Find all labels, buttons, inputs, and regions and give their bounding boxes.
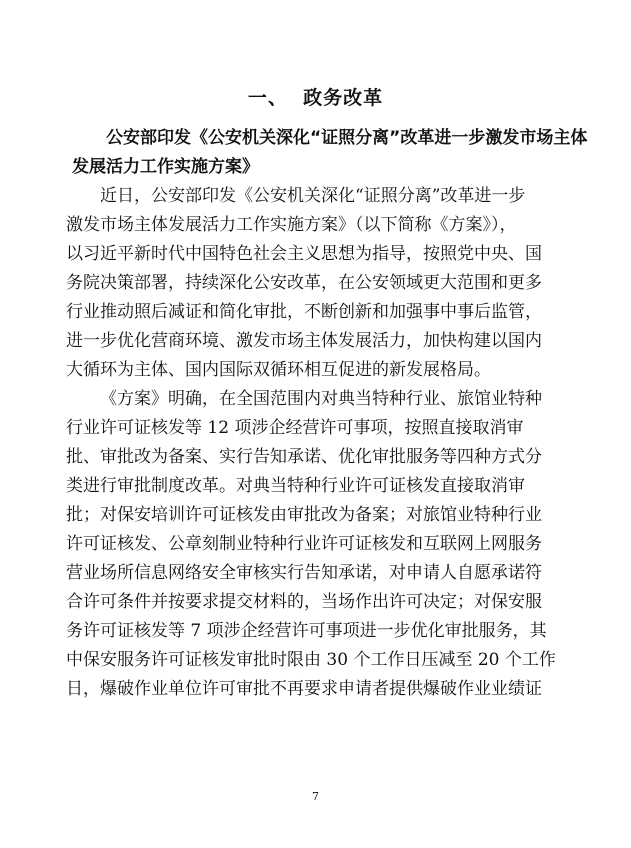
page-number: 7	[312, 790, 319, 803]
body-text-line: 日，爆破作业单位许可审批不再要求申请者提供爆破作业业绩证	[66, 679, 542, 699]
body-text-line: 批；对保安培训许可证核发由审批改为备案；对旅馆业特种行业	[66, 505, 542, 525]
article-title-line: 发展活力工作实施方案》	[72, 157, 259, 177]
body-text-line: 营业场所信息网络安全审核实行告知承诺，对申请人自愿承诺符	[66, 563, 542, 583]
body-text-line: 合许可条件并按要求提交材料的，当场作出许可决定；对保安服	[66, 592, 542, 612]
body-text-line: 以习近平新时代中国特色社会主义思想为指导，按照党中央、国	[66, 244, 542, 264]
body-text-line: 许可证核发、公章刻制业特种行业许可证核发和互联网上网服务	[66, 534, 542, 554]
body-text-line: 大循环为主体、国内国际双循环相互促进的新发展格局。	[66, 360, 491, 380]
body-text-line: 类进行审批制度改革。对典当特种行业许可证核发直接取消审	[66, 476, 525, 496]
body-text-line: 进一步优化营商环境、激发市场主体发展活力，加快构建以国内	[66, 331, 542, 351]
body-text-line: 务许可证核发等 7 项涉企经营许可事项进一步优化审批服务，其	[66, 621, 547, 641]
body-text-line: 务院决策部署，持续深化公安改革，在公安领域更大范围和更多	[66, 273, 542, 293]
body-text-line: 中保安服务许可证核发审批时限由 30 个工作日压减至 20 个工作	[66, 650, 556, 670]
body-text-line: 行业推动照后减证和简化审批，不断创新和加强事中事后监管，	[66, 302, 542, 322]
body-text-line: 行业许可证核发等 12 项涉企经营许可事项，按照直接取消审	[66, 418, 524, 438]
body-text-line: 激发市场主体发展活力工作实施方案》（以下简称《方案》），	[66, 215, 517, 235]
body-text-line: 批、审批改为备案、实行告知承诺、优化审批服务等四种方式分	[66, 447, 542, 467]
article-title-line: 公安部印发《公安机关深化“证照分离”改革进一步激发市场主体	[106, 128, 588, 148]
section-heading: 一、 政务改革	[247, 87, 384, 109]
article-body	[66, 182, 586, 704]
body-text-line: 《方案》明确，在全国范围内对典当特种行业、旅馆业特种	[100, 389, 542, 409]
body-text-line: 近日，公安部印发《公安机关深化“证照分离”改革进一步	[100, 186, 526, 206]
article-title	[72, 124, 592, 182]
